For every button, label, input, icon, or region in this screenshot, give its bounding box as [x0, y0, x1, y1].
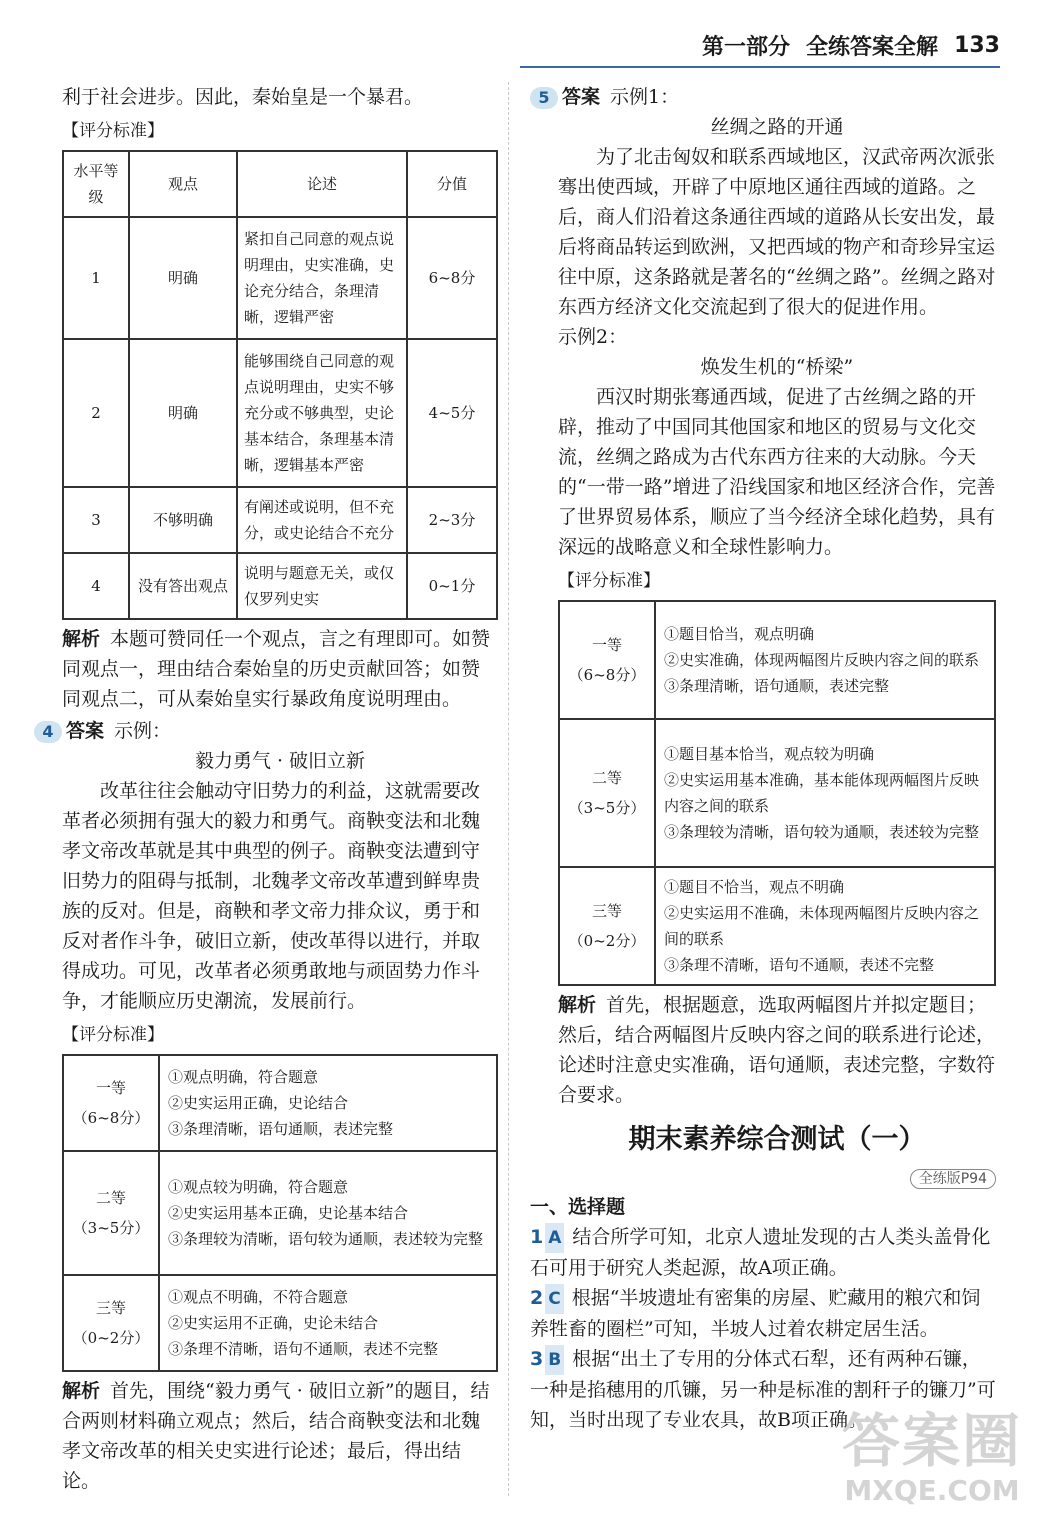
analysis-5 — [558, 990, 996, 1110]
analysis-text: 本题可赞同任一个观点，言之有理即可。如赞同观点一，理由结合秦始皇的历史贡献回答；如赞同观点二，可从秦始皇实行暴政角度说明理由。 — [62, 628, 491, 710]
grade-item: ③条理较为清晰，语句较为通顺，表述较为完整 — [664, 823, 980, 841]
analysis-tag: 解析 — [62, 1380, 101, 1402]
grade-cell — [63, 1275, 159, 1371]
cell-score: 4~5分 — [407, 339, 497, 487]
grade-item: ③条理不清晰，语句不通顺，表述不完整 — [168, 1340, 439, 1358]
analysis-text: 首先，根据题意，选取两幅图片并拟定题目；然后，结合两幅图片反映内容之间的联系进行论述，论述时注意史实准确，语句通顺，表述完整，字数符合要求。 — [558, 994, 996, 1106]
table-row — [63, 1151, 497, 1275]
scoring-table-3 — [62, 150, 498, 620]
table-row — [559, 601, 995, 719]
grade-name: 一等 — [591, 636, 622, 654]
analysis-4 — [62, 1376, 498, 1496]
analysis-tag: 解析 — [558, 994, 597, 1016]
analysis-text: 首先，围绕“毅力勇气 · 破旧立新”的题目，结合两则材料确立观点；然后，结合商鞅变法和北魏孝文帝改革的相关史实进行论述；最后，得出结论。 — [62, 1380, 490, 1492]
grade-range: （6~8分） — [72, 1109, 150, 1127]
table-header-row — [63, 151, 497, 217]
grade-name: 三等 — [591, 902, 622, 920]
grade-items — [159, 1151, 497, 1275]
grade-name: 二等 — [95, 1189, 126, 1207]
q4-essay-body: 改革往往会触动守旧势力的利益，这就需要改革者必须拥有强大的毅力和勇气。商鞅变法和北魏孝文帝改革就是其中典型的例子。商鞅变法遭到守旧势力的阻碍与抵制，北魏孝文帝改革遭到鲜卑贵族的反对。但是，商鞅和孝文帝力排众议，勇于和反对者作斗争，破旧立新，使改革得以进行，并取得成功。可见，改革者必须勇敢地与顽固势力作斗争，才能顺应历史潮流，发展前行。 — [62, 780, 481, 1012]
q4-number: 4 — [34, 721, 62, 743]
grade-item: ③条理较为清晰，语句较为通顺，表述较为完整 — [168, 1230, 484, 1248]
question-text: 结合所学可知，北京人遗址发现的古人类头盖骨化石可用于研究人类起源，故A项正确。 — [530, 1226, 991, 1279]
watermark-sub: MXQE.COM — [844, 1474, 1020, 1507]
reference-tag — [558, 1162, 996, 1192]
grade-range: （3~5分） — [568, 799, 646, 817]
question-number: 2 — [530, 1287, 544, 1309]
page-header — [702, 28, 1000, 62]
q4-answer-tag: 答案 — [66, 720, 105, 742]
table-row — [63, 339, 497, 487]
grade-cell — [63, 1055, 159, 1151]
reference-label: 全练版P94 — [910, 1169, 996, 1189]
table-row — [63, 487, 497, 553]
q4-answer-line — [34, 716, 498, 746]
grade-item: ②史实运用基本准确，基本能体现两幅图片反映内容之间的联系 — [664, 771, 980, 815]
header-rule — [520, 66, 1000, 68]
cell-view: 没有答出观点 — [129, 553, 237, 619]
grade-items — [159, 1055, 497, 1151]
grade-item: ③条理不清晰，语句不通顺，表述不完整 — [664, 956, 935, 974]
table-row — [63, 217, 497, 339]
grade-cell — [559, 867, 655, 985]
analysis-tag: 解析 — [62, 628, 101, 650]
q5-example-2: 示例2： — [558, 326, 628, 348]
question-item — [530, 1283, 996, 1344]
grade-name: 一等 — [95, 1079, 126, 1097]
scoring-table-5 — [558, 600, 996, 986]
cell-level: 1 — [63, 217, 129, 339]
grade-item: ①观点明确，符合题意 — [168, 1068, 319, 1086]
th-level: 水平等级 — [63, 151, 129, 217]
grade-range: （6~8分） — [568, 666, 646, 684]
cell-score: 2~3分 — [407, 487, 497, 553]
cell-view: 不够明确 — [129, 487, 237, 553]
cell-score: 0~1分 — [407, 553, 497, 619]
question-number: 1 — [530, 1226, 544, 1248]
q5-example-1: 示例1： — [610, 86, 680, 108]
grade-item: ②史实准确，体现两幅图片反映内容之间的联系 — [664, 651, 980, 669]
question-answer: C — [545, 1284, 563, 1314]
intro-text: 利于社会进步。因此，秦始皇是一个暴君。 — [62, 86, 424, 108]
grade-range: （3~5分） — [72, 1219, 150, 1237]
q5-title-2: 焕发生机的“桥梁” — [700, 356, 854, 378]
watermark — [842, 1408, 1022, 1518]
cell-score: 6~8分 — [407, 217, 497, 339]
section-title: 一、选择题 — [530, 1196, 626, 1218]
grade-item: ②史实运用基本正确，史论基本结合 — [168, 1204, 409, 1222]
question-answer: A — [545, 1223, 564, 1253]
scoring-table-4 — [62, 1054, 498, 1372]
grade-item: ①观点较为明确，符合题意 — [168, 1178, 349, 1196]
table-row — [63, 1275, 497, 1371]
grade-item: ①题目不恰当，观点不明确 — [664, 878, 845, 896]
q5-number: 5 — [530, 87, 558, 109]
question-text: 根据“半坡遗址有密集的房屋、贮藏用的粮穴和饲养牲畜的圈栏”可知，半坡人过着农耕定居生活。 — [530, 1287, 981, 1340]
q5-body-1: 为了北击匈奴和联系西域地区，汉武帝两次派张骞出使西域，开辟了中原地区通往西域的道路。之后，商人们沿着这条通往西域的道路从长安出发，最后将商品转运到欧洲，又把西域的物产和奇珍异宝运往中原，这条路就是著名的“丝绸之路”。丝绸之路对东西方经济文化交流起到了很大的促进作用。 — [558, 146, 996, 318]
grade-range: （0~2分） — [568, 932, 646, 950]
page-number: 133 — [954, 32, 1000, 58]
header-section: 全练答案全解 — [806, 34, 939, 60]
grade-item: ①题目基本恰当，观点较为明确 — [664, 745, 875, 763]
q5-title-1: 丝绸之路的开通 — [710, 116, 844, 138]
cell-desc: 有阐述或说明，但不充分，或史论结合不充分 — [237, 487, 407, 553]
table-row — [63, 553, 497, 619]
grade-items — [159, 1275, 497, 1371]
criteria-label: 【评分标准】 — [62, 121, 164, 141]
grade-item: ①观点不明确，不符合题意 — [168, 1288, 349, 1306]
header-part: 第一部分 — [702, 34, 791, 60]
table-row — [63, 1055, 497, 1151]
grade-name: 三等 — [95, 1299, 126, 1317]
q4-example: 示例： — [114, 720, 172, 742]
grade-cell — [559, 601, 655, 719]
cell-desc: 紧扣自己同意的观点说明理由，史实准确，史论充分结合，条理清晰，逻辑严密 — [237, 217, 407, 339]
grade-items — [655, 867, 995, 985]
cell-level: 3 — [63, 487, 129, 553]
table-row — [559, 867, 995, 985]
right-column — [530, 82, 996, 1435]
grade-item: ②史实运用不正确，史论未结合 — [168, 1314, 379, 1332]
test-title: 期末素养综合测试（一） — [628, 1124, 926, 1155]
grade-cell — [63, 1151, 159, 1275]
grade-cell — [559, 719, 655, 867]
grade-items — [655, 719, 995, 867]
cell-desc: 能够围绕自己同意的观点说明理由，史实不够充分或不够典型，史论基本结合，条理基本清晰，逻辑基本严密 — [237, 339, 407, 487]
column-divider — [508, 82, 509, 1496]
left-column — [42, 82, 498, 1496]
cell-level: 4 — [63, 553, 129, 619]
th-score: 分值 — [407, 151, 497, 217]
analysis-3 — [62, 624, 498, 714]
watermark-main: 答案圈 — [842, 1407, 1023, 1475]
q4-criteria-label: 【评分标准】 — [62, 1025, 164, 1045]
q5-answer-tag: 答案 — [562, 86, 601, 108]
q4-essay-title: 毅力勇气 · 破旧立新 — [194, 750, 366, 772]
grade-item: ②史实运用不准确，未体现两幅图片反映内容之间的联系 — [664, 904, 980, 948]
q5-criteria-label: 【评分标准】 — [558, 571, 660, 591]
question-item — [530, 1222, 996, 1283]
cell-desc: 说明与题意无关，或仅仅罗列史实 — [237, 553, 407, 619]
question-number: 3 — [530, 1348, 544, 1370]
cell-level: 2 — [63, 339, 129, 487]
grade-item: ①题目恰当，观点明确 — [664, 625, 815, 643]
grade-item: ②史实运用正确，史论结合 — [168, 1094, 349, 1112]
q5-answer-line — [530, 82, 996, 112]
th-view: 观点 — [129, 151, 237, 217]
question-text: 根据“出土了专用的分体式石犁，还有两种石镰，一种是掐穗用的爪镰，另一种是标准的割秆子的镰刀”可知，当时出现了专业农具，故B项正确。 — [530, 1348, 996, 1431]
grade-items — [655, 601, 995, 719]
cell-view: 明确 — [129, 217, 237, 339]
grade-range: （0~2分） — [72, 1329, 150, 1347]
question-answer: B — [545, 1345, 564, 1375]
grade-name: 二等 — [591, 769, 622, 787]
grade-item: ③条理清晰，语句通顺，表述完整 — [664, 677, 890, 695]
th-desc: 论述 — [237, 151, 407, 217]
q5-body-2: 西汉时期张骞通西域，促进了古丝绸之路的开辟，推动了中国同其他国家和地区的贸易与文化交流，丝绸之路成为古代东西方往来的大动脉。今天的“一带一路”增进了沿线国家和地区经济合作，完善了世界贸易体系，顺应了当今经济全球化趋势，具有深远的战略意义和全球性影响力。 — [558, 386, 996, 558]
grade-item: ③条理清晰，语句通顺，表述完整 — [168, 1120, 394, 1138]
table-row — [559, 719, 995, 867]
cell-view: 明确 — [129, 339, 237, 487]
